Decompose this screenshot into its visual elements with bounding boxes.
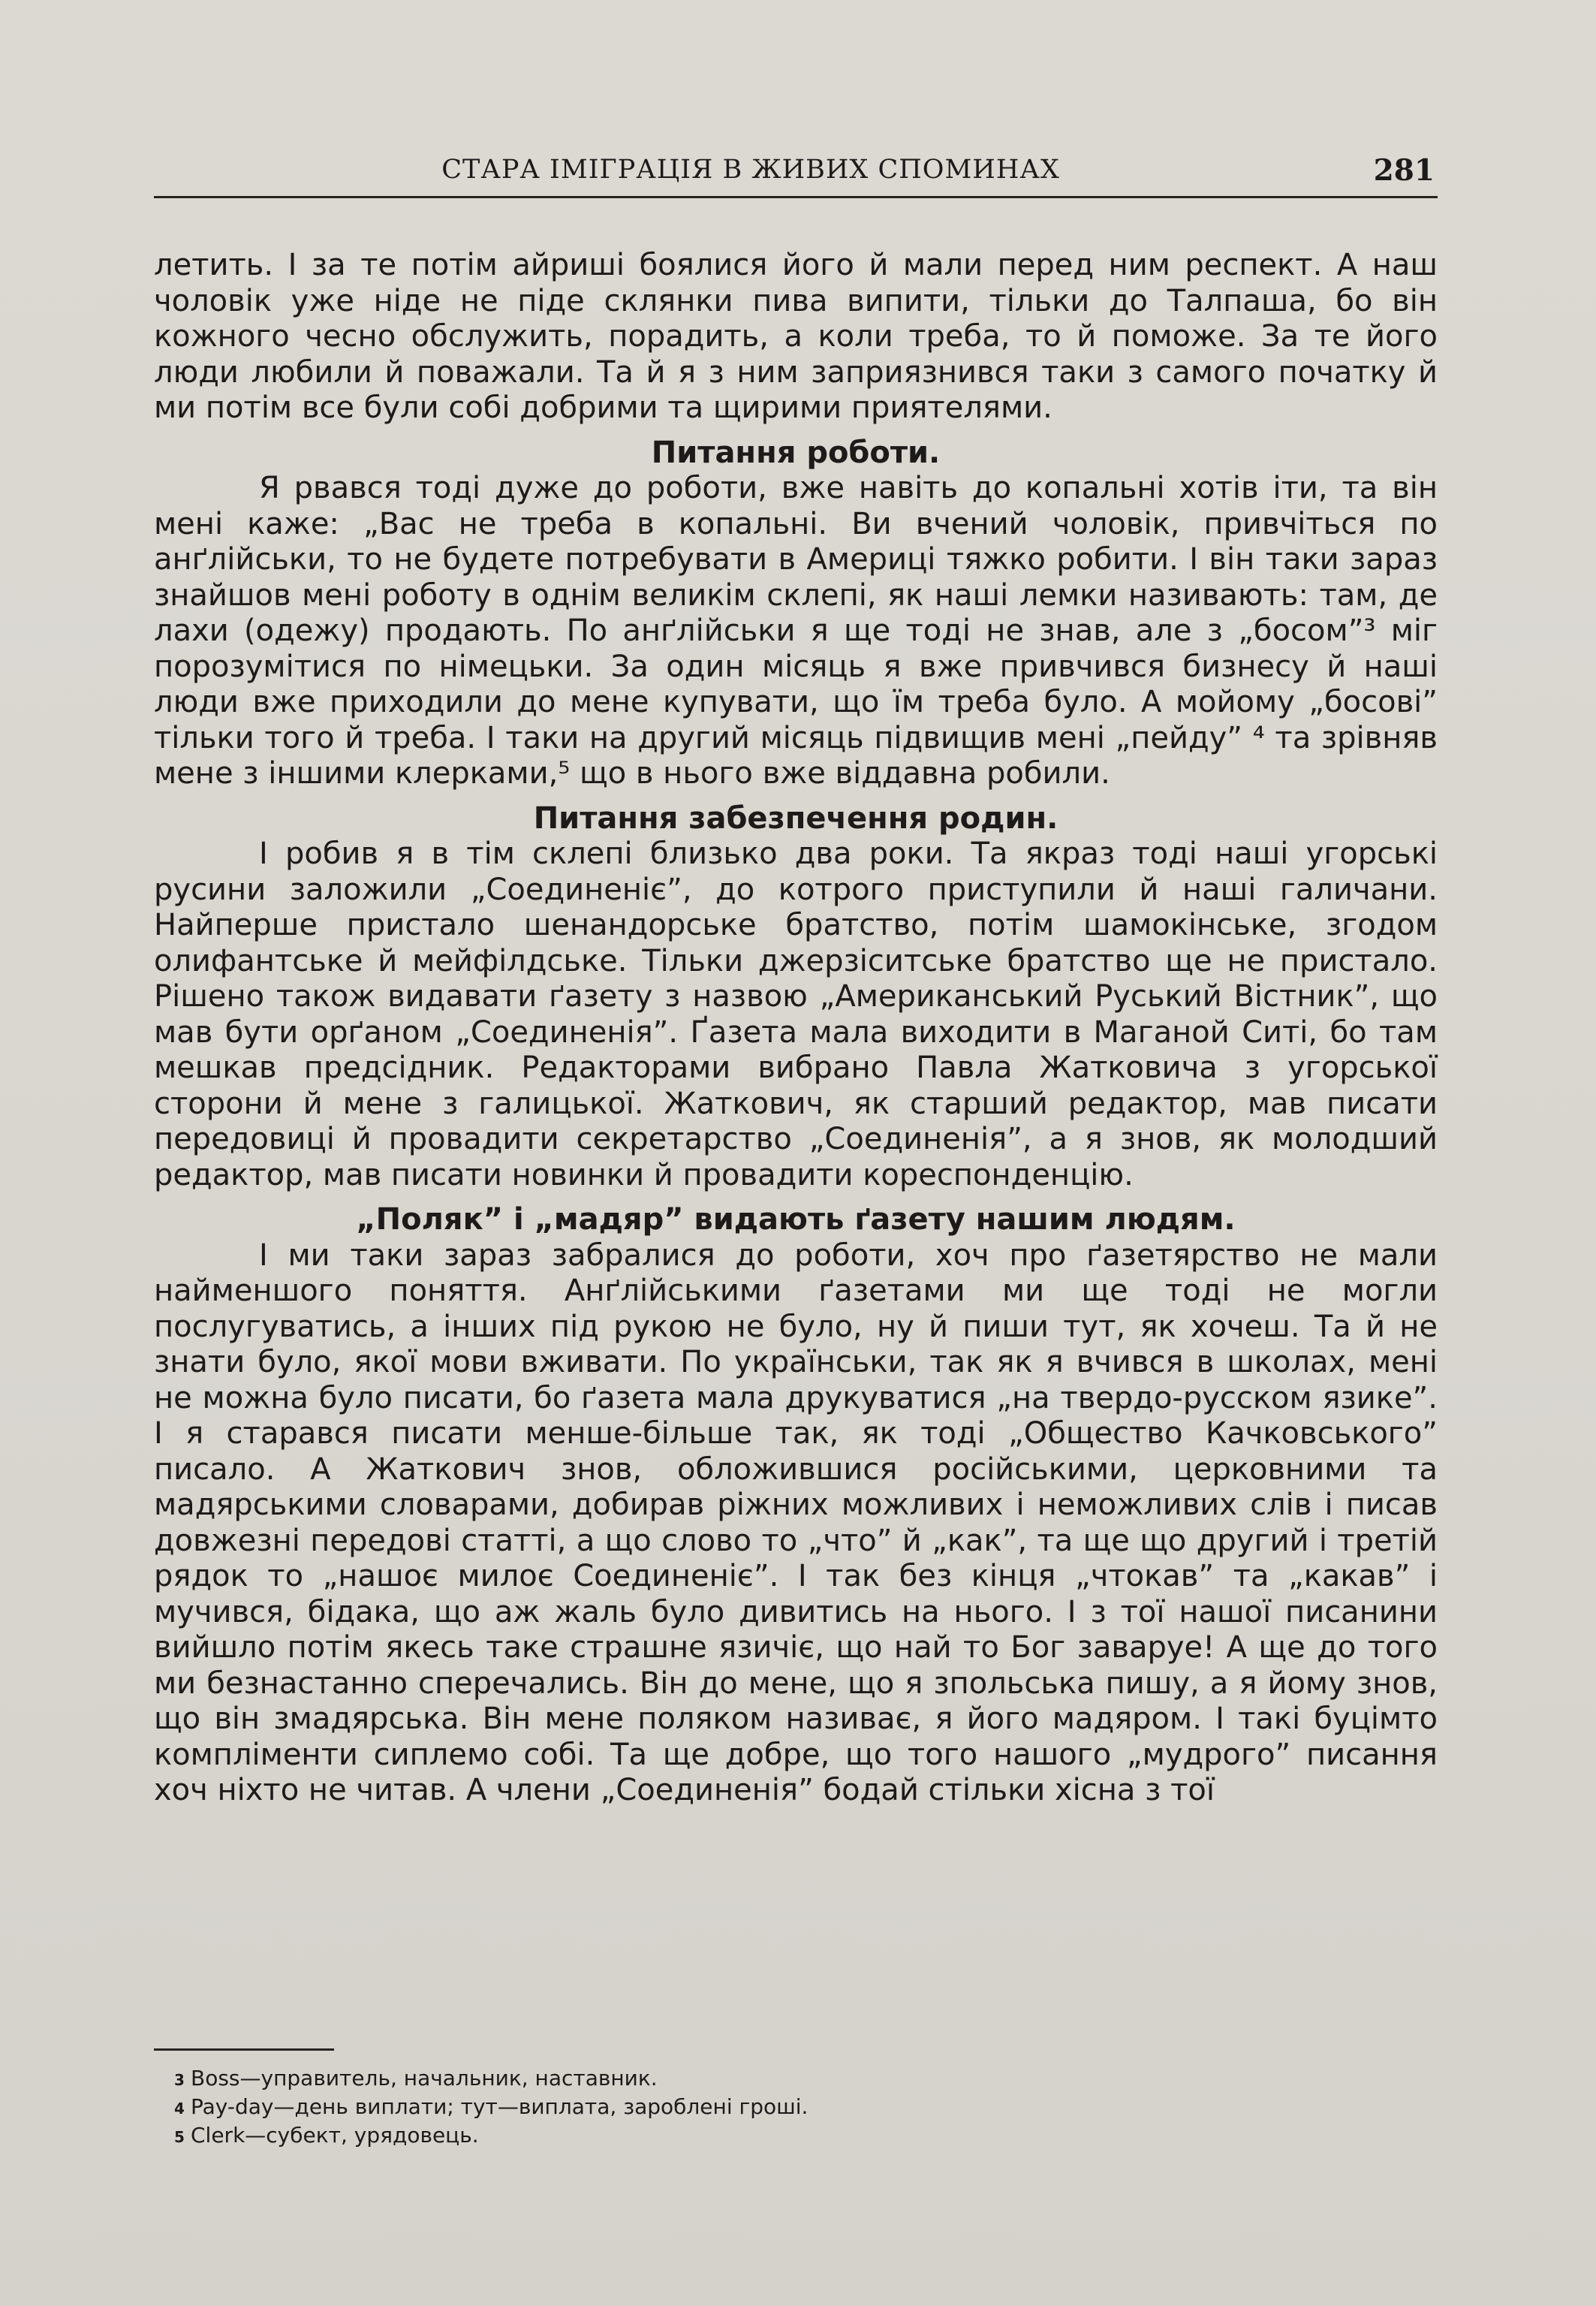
footnote-text: Boss—управитель, начальник, наставник.	[191, 2066, 658, 2090]
body-text	[154, 248, 1438, 1809]
running-header	[154, 150, 1438, 195]
page-number: 281	[1373, 153, 1435, 188]
footnote-rule	[154, 2048, 334, 2051]
header-rule	[154, 196, 1438, 198]
footnote	[174, 2093, 1263, 2122]
running-title: СТАРА ІМІГРАЦІЯ В ЖИВИХ СПОМИНАХ	[441, 155, 1060, 185]
footnote-number: 4	[174, 2100, 185, 2118]
footnote	[174, 2122, 1263, 2151]
footnote-number: 3	[174, 2071, 185, 2089]
paragraph: І ми таки зараз забралися до роботи, хоч про ґазетярство не мали найменшого поняття. Анґлійськими ґазетами ми ще тоді не могли послугуватись, а інших під рукою не було, ну й пиши тут, як хочеш. Та й не знати було, якої мови вживати. По українськи, так як я вчився в школах, мені не можна було писати, бо ґазета мала друкуватися „на твердо-русском язике”. І я старався писати менше-більше так, як тоді „Общество Качковського” писало. А Жаткович знов, обложившися російськими, церковними та мадярськими словарами, добирав ріжних можливих і неможливих слів і писав довжезні передові статті, а що слово то „что” й „как”, та ще що другий і третій рядок то „нашоє милоє Соединеніє”. І так без кінця „чтокав” та „какав” і мучився, бідака, що аж жаль було дивитись на нього. І з тої нашої писанини вийшло потім якесь таке страшне язичіє, що най то Бог заваруе! А ще до того ми безнастанно сперечались. Він до мене, що я зпольська пишу, а я йому знов, що він змадярська. Він мене поляком називає, я його мадяром. І такі буцімто компліменти сиплемо собі. Та ще добре, що того нашого „мудрого” писання хоч ніхто не читав. А члени „Соединенія” бодай стільки хісна з тої	[154, 1237, 1438, 1807]
section-heading: „Поляк” і „мадяр” видають ґазету нашим людям.	[356, 1202, 1236, 1237]
footnote-number: 5	[174, 2128, 185, 2146]
paragraph: Я рвався тоді дуже до роботи, вже навіть до копальні хотів іти, та він мені каже: „Вас не треба в копальні. Ви вчений чоловік, привчіться по анґлійськи, то не будете потребувати в Америці тяжко робити. І він таки зараз знайшов мені роботу в однім великім склепі, як наші лемки називають: там, де лахи (одежу) продають. По анґлійськи я ще тоді не знав, але з „босом”³ міг порозумітися по німецьки. За один місяць я вже привчився бизнесу й наші люди вже приходили до мене купувати, що їм треба було. А мойому „босові” тільки того й треба. І таки на другий місяць підвищив мені „пейду” ⁴ та зрівняв мене з іншими клерками,⁵ що в нього вже віддавна робили.	[154, 471, 1438, 791]
section-heading: Питання забезпечення родин.	[533, 800, 1058, 836]
paragraph: летить. І за те потім айриші боялися його й мали перед ним респект. А наш чоловік уже ніде не піде склянки пива випити, тільки до Талпаша, бо він кожного чесно обслужить, порадить, а коли треба, то й поможе. За те його люди любили й поважали. Та й я з ним заприязнився таки з самого початку й ми потім все були собі добрими та щирими приятелями.	[154, 248, 1438, 425]
footnote	[174, 2065, 1263, 2093]
footnote-text: Clerk—субект, урядовець.	[191, 2123, 479, 2148]
section-heading: Питання роботи.	[651, 435, 941, 470]
footnote-text: Pay-day—день виплати; тут—виплата, зароблені гроші.	[191, 2094, 809, 2119]
footnotes	[174, 2065, 1263, 2151]
paragraph: І робив я в тім склепі близько два роки. Та якраз тоді наші угорські русини заложили „Соединеніє”, до котрого приступили й наші галичани. Найперше пристало шенандорське братство, потім шамокінське, згодом олифантське й мейфілдське. Тільки джерзіситське братство ще не пристало. Рішено також видавати ґазету з назвою „Американський Руський Вістник”, що мав бути орґаном „Соединенія”. Ґазета мала виходити в Маганой Ситі, бо там мешкав предсідник. Редакторами вибрано Павла Жатковича з угорської сторони й мене з галицької. Жаткович, як старший редактор, мав писати передовиці й провадити секретарство „Соединенія”, а я знов, як молодший редактор, мав писати новинки й провадити кореспонденцію.	[154, 836, 1438, 1192]
